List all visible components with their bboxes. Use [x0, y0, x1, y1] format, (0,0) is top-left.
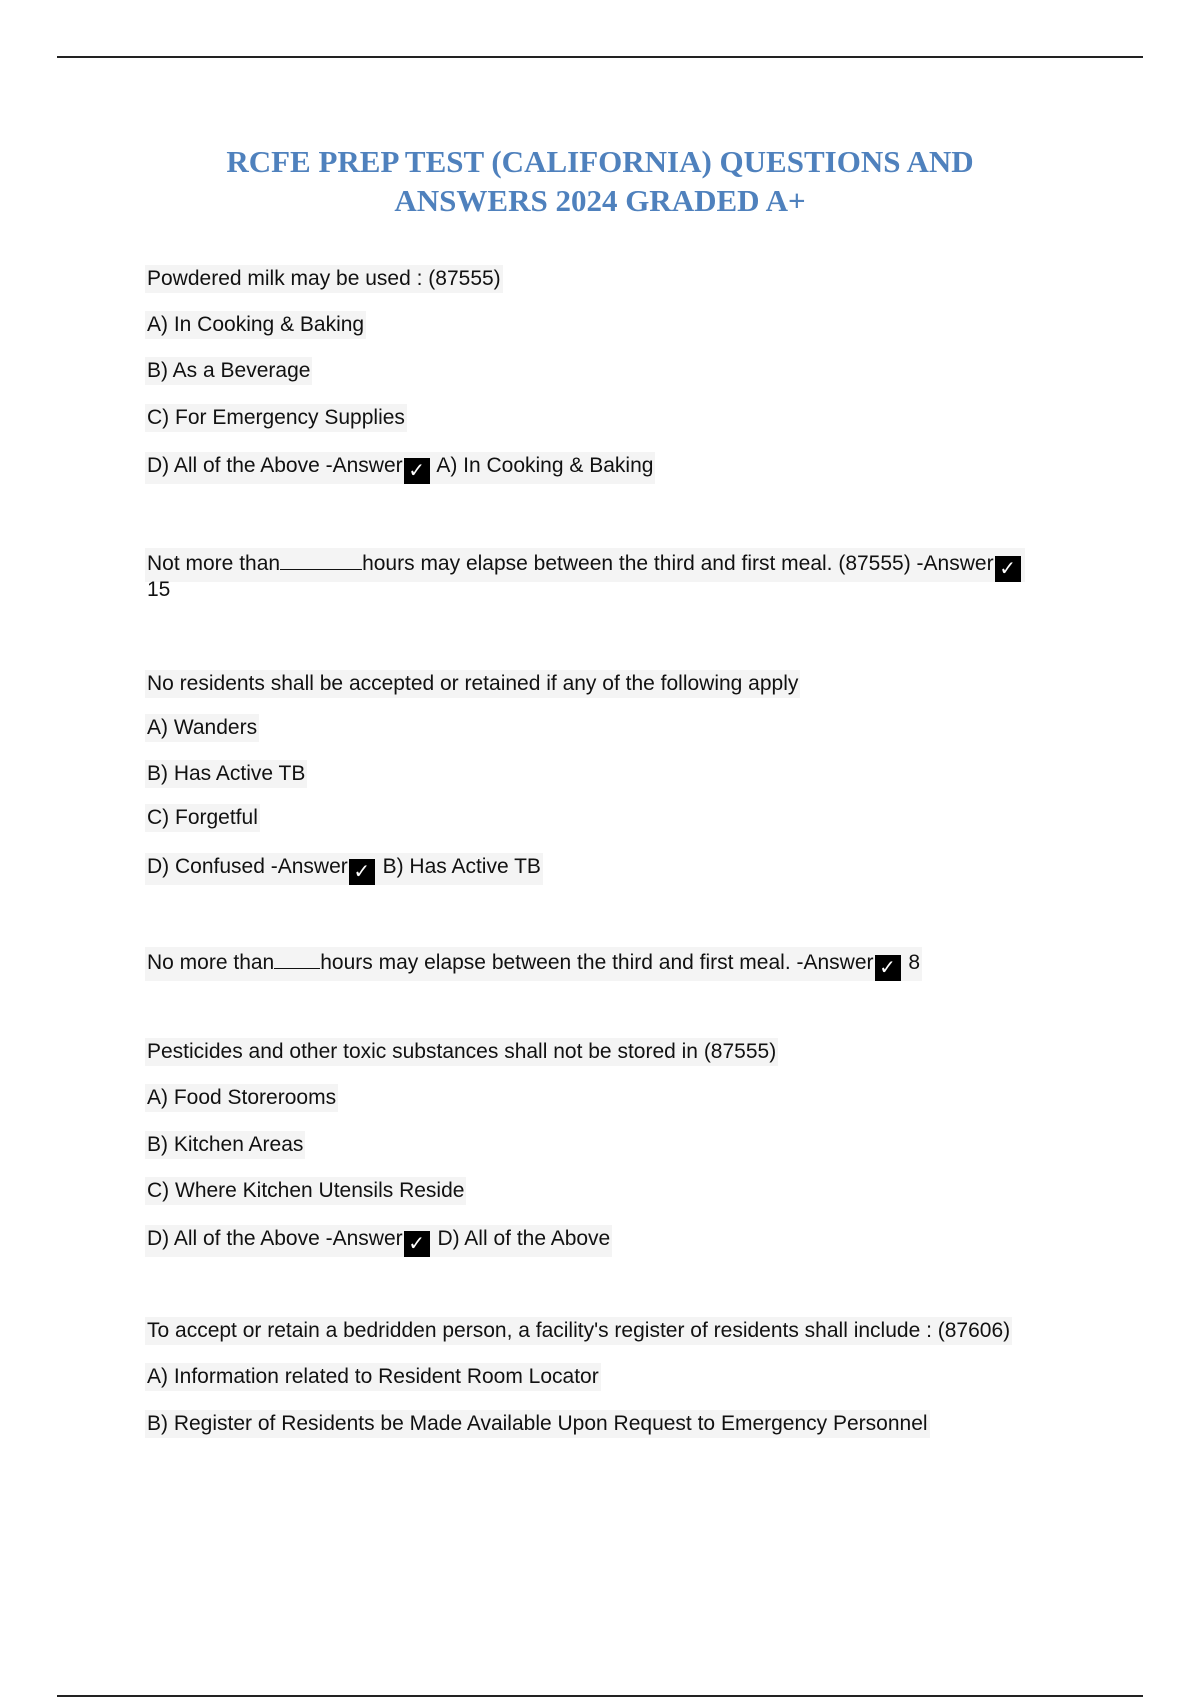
q6-option-b: B) Register of Residents be Made Available Upon Request to Emergency Personnel: [145, 1410, 930, 1438]
q1-question: Powdered milk may be used : (87555): [145, 265, 503, 293]
q5-question: Pesticides and other toxic substances shall not be stored in (87555): [145, 1038, 778, 1066]
q5-option-d-answer: [145, 1225, 612, 1257]
check-icon: ✓: [995, 556, 1021, 582]
q5-option-a: A) Food Storerooms: [145, 1084, 338, 1112]
top-rule: [57, 56, 1143, 58]
check-icon: ✓: [349, 859, 375, 885]
fill-in-blank: [280, 548, 362, 570]
q3-option-b: B) Has Active TB: [145, 760, 307, 788]
q1-option-a: A) In Cooking & Baking: [145, 311, 366, 339]
q1-option-c: C) For Emergency Supplies: [145, 404, 407, 432]
q2-answer: 15: [147, 578, 171, 601]
q6-question: To accept or retain a bedridden person, a facility's register of residents shall include : (87606): [145, 1317, 1012, 1345]
q5-answer: D) All of the Above: [437, 1227, 611, 1250]
q3-answer: B) Has Active TB: [382, 855, 541, 878]
q5-option-c: C) Where Kitchen Utensils Reside: [145, 1177, 466, 1205]
check-icon: ✓: [404, 1231, 430, 1257]
title-line-2: ANSWERS 2024 GRADED A+: [394, 183, 806, 218]
q1-option-d-answer: [145, 452, 655, 484]
document-title: [150, 142, 1050, 220]
title-line-1: RCFE PREP TEST (CALIFORNIA) QUESTIONS AND: [226, 144, 974, 179]
q5-option-d: D) All of the Above -Answer: [147, 1227, 403, 1250]
q3-option-c: C) Forgetful: [145, 804, 260, 832]
q3-option-a: A) Wanders: [145, 714, 259, 742]
q4-question: [145, 947, 922, 981]
bottom-rule: [57, 1695, 1143, 1697]
q3-option-d-answer: [145, 853, 543, 885]
q3-question: No residents shall be accepted or retained if any of the following apply: [145, 670, 800, 698]
q2-question: [145, 548, 1025, 582]
q6-option-a: A) Information related to Resident Room Locator: [145, 1363, 601, 1391]
q4-pre: No more than: [147, 951, 275, 974]
q1-option-d: D) All of the Above -Answer: [147, 454, 403, 477]
check-icon: ✓: [875, 955, 901, 981]
q1-option-b: B) As a Beverage: [145, 357, 312, 385]
fill-in-blank: [274, 947, 320, 969]
check-icon: ✓: [404, 458, 430, 484]
q1-answer: A) In Cooking & Baking: [436, 454, 654, 477]
q3-option-d: D) Confused -Answer: [147, 855, 348, 878]
q2-pre: Not more than: [147, 552, 281, 575]
q4-post: hours may elapse between the third and first meal. -Answer: [320, 951, 874, 974]
q5-option-b: B) Kitchen Areas: [145, 1131, 305, 1159]
q2-post: hours may elapse between the third and first meal. (87555) -Answer: [362, 552, 994, 575]
q4-answer: 8: [908, 951, 921, 974]
